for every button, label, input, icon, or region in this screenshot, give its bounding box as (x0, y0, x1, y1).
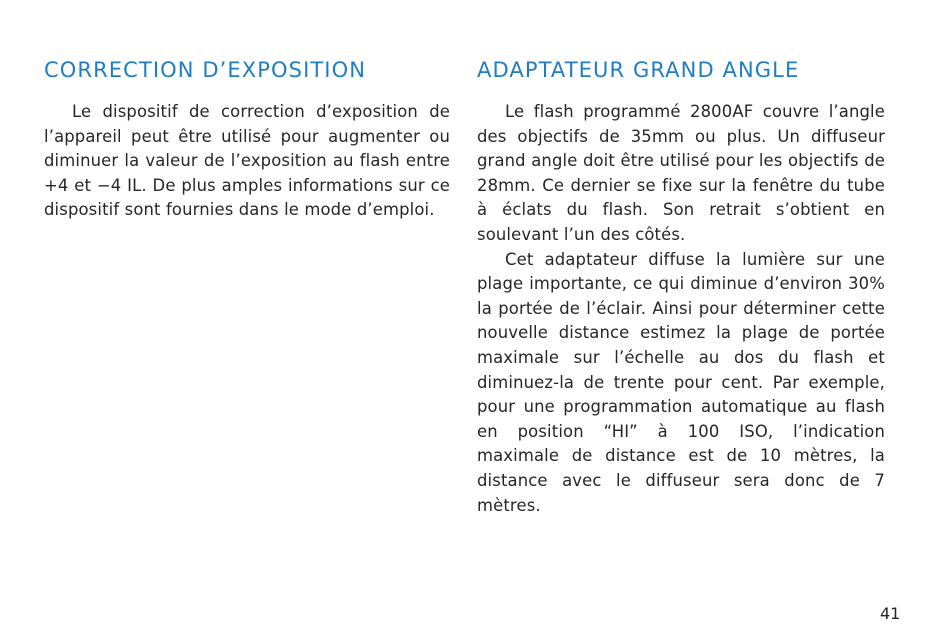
page-number: 41 (880, 604, 901, 623)
paragraph: Le flash programmé 2800AF couvre l’angle des objectifs de 35mm ou plus. Un diffuseur grand angle doit être utilisé pour les objectifs de 28mm. Ce dernier se fixe sur la fenêtre du tube à éclats du flash. Son retrait s’obtient en soulevant l’un des côtés. (477, 102, 885, 244)
paragraph: Le dispositif de correction d’exposition de l’appareil peut être utilisé pour augmenter ou diminuer la valeur de l’exposition au flash entre +4 et −4 IL. De plus amples informations sur ce dispositif sont fournies dans le mode d’emploi. (44, 102, 450, 220)
left-column (44, 56, 450, 223)
paragraph: Cet adaptateur diffuse la lumière sur une plage importante, ce qui diminue d’environ 30% la portée de l’éclair. Ainsi pour déterminer cette nouvelle distance estimez la plage de portée maximale sur l’échelle au dos du flash et diminuez-la de trente pour cent. Par exemple, pour une programmation automatique au flash en position “HI” à 100 ISO, l’indication maximale de distance est de 10 mètres, la distance avec le diffuseur sera donc de 7 mètres. (477, 249, 885, 515)
section-heading-wide-angle-adapter: ADAPTATEUR GRAND ANGLE (477, 58, 800, 82)
section-heading-exposure-correction: CORRECTION D’EXPOSITION (44, 58, 367, 82)
right-column (477, 56, 885, 518)
